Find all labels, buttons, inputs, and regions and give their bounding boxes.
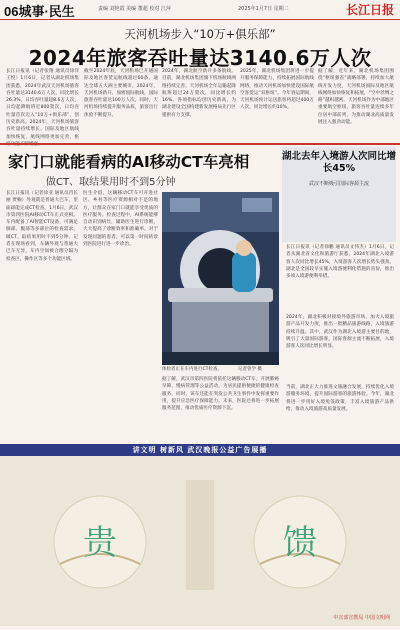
ct-vehicle-photo xyxy=(162,192,279,365)
story1-kicker: 天河机场步入“10万+俱乐部” xyxy=(124,27,276,41)
side-col-2: 2024年，湖北积极对接境外旅游市场，加大入境旅游产品开发力度，推出一批精品旅游线路，入境旅游持续升温。其中，武汉作为湖北入境游主要目的地，吸引了大量国际游客，国际客源主流不断拓展，入境游客人次同比增长明显。 xyxy=(286,315,394,350)
story1-col-2: 截至2024年底，天河机场已开通国际及地区客货运航线超过60条，通达全球五大洲主要城市。2024年，天河机场新开、加密国际航线，国际旅客吞吐量达100万人次。同时，天河机场持续提升服务品质，旅客出行体验不断提升。 xyxy=(84,69,158,118)
photo-caption: 体检者正在车内进行CT检查。 xyxy=(162,367,222,372)
story1-col-3: 2024年，湖北航空新开多条航线。目前，湖北机场集团旗下机场航线网络持续完善。天河机场全年运输起降航班超过24万架次，同比增长约16%。各项指标均创历史新高，为湖北建设全国构建新发展格局先行区提供有力支撑。 xyxy=(162,69,236,118)
story2-col-1: 长江日报讯（记者徐亚 通讯员肖长丽 贾楠）外观就是普通大巴车，里面却能完成CT检查。1月6日，武汉市第四医院AI移动CT车正式亮相。车内配备了AI智能CT设备，可满足肺部、腹部等多部位的检查需求，做CT、取结果用时不到5分钟。记者在现场看到，车辆外观与普通大巴车无异，车内空间被合理分隔为检查区、操作区等多个功能区域。 xyxy=(6,191,78,262)
story2-col-3: 据了解，武汉市第四医院将依托这辆移动CT车，开展肺癌早筛、慢病管理等公益活动，为居民提供便捷的健康检查服务。同时，该车还能在突发公共卫生事件中发挥重要作用，提升应急医疗保障能力。未来，医院还将进一步拓展服务范围，推动优质医疗资源下沉。 xyxy=(162,377,279,412)
masthead-logo: 长江日报 xyxy=(345,3,394,17)
ad-word-left: 贵 xyxy=(83,523,117,563)
ct-scanner-illustration xyxy=(162,192,279,365)
story2-headline: 家门口就能看病的AI移动CT车亮相 xyxy=(8,153,250,171)
photo-credit: 记者曾学 摄 xyxy=(238,367,262,372)
issue-date: 2025年1月7日 星期二 xyxy=(238,6,289,12)
story2-subhead: 做CT、取结果用时不到5分钟 xyxy=(46,177,176,188)
ad-artwork xyxy=(0,444,400,626)
ad-slogan: 讲文明 树新风 武汉晚报公益广告展播 xyxy=(132,446,268,454)
side-subhead: 武汉不断吸引国际客源主流 xyxy=(308,181,369,187)
story1-col-1: 长江日报讯（记者张翔 通讯员徐洋 王悦）1月6日，记者从湖北机场集团获悉，2024年武汉天河机场旅客吞吐量达3140.6万人次，同比增长26.3%，日均吞吐量超8.6万人次，日均起降航班近800架次，日均吞吐量首次迈入“10万+俱乐部”，创历史新高。2024年，天河机场旅客吞吐量持续增长，国际及地区航线加快恢复，航线网络更加完善，枢 xyxy=(6,69,79,140)
story1-col-4: 2025年，湖北机场集团将进一步提升服务保障能力，持续拓展国际航线网络，推动天河机场加快建设国际航空客货运“双枢纽”。今年春运期间，天河机场预计运送旅客将超过400万人次，同比增长约10%。 xyxy=(240,69,314,111)
story1-headline: 2024年旅客吞吐量达3140.6万人次 xyxy=(28,46,372,70)
editors-line: 责编 刘艳霞 美编 董超 校对 江萍 xyxy=(98,6,171,12)
side-col-3: 当前，湖北正大力推进文旅融合发展，持续优化入境游服务环境，提升国际游客的旅游体验。今年，湖北将进一步用好入境免签政策，丰富入境旅游产品供给，推动入境旅游高质量发展。 xyxy=(286,385,394,412)
side-col-1: 长江日报讯（记者徐鹏 通讯员文伟杰）1月6日，记者从湖北省文化和旅游厅获悉，2024年湖北入境游客人次同比增长45%，入境游客人次增长势头强劲。湖北是全国较早实施入境游便利化措施的省份，推出多项入境游便利举措。 xyxy=(286,245,394,280)
story2-col-2: 医生介绍，这辆移动CT车可开进社区、乡村等医疗资源相对不足的地方，让群众在家门口就能享受优质的医疗服务。检查过程中，AI系统能够自动识别病灶，辅助医生进行诊断，大大提高了诊断效率和准确率。对于发现问题的患者，可以第一时间转诊到医院进行进一步诊治。 xyxy=(83,191,158,248)
section-label: 06城事·民生 xyxy=(4,4,75,19)
section-divider xyxy=(0,143,400,145)
page-header xyxy=(0,0,400,20)
side-headline: 湖北去年入境游人次同比增长45% xyxy=(282,151,397,174)
ad-footer: 中宣部宣教局 中国文明网 xyxy=(333,615,390,621)
ad-word-right: 馈 xyxy=(283,523,317,563)
story1-col-5: 据了解，近年来，湖北机场集团围绕“枢纽强省”战略部署，持续加大航线开发力度，天河机场国际及地区航线网络加快恢复和拓展，“空中丝绸之路”越织越密。天河机场作为中部地区重要航空枢纽，旅客吞吐量连续多年位居中部前列，为推动湖北高质量发展注入强劲动能。 xyxy=(318,69,394,126)
public-service-ad xyxy=(0,444,400,626)
